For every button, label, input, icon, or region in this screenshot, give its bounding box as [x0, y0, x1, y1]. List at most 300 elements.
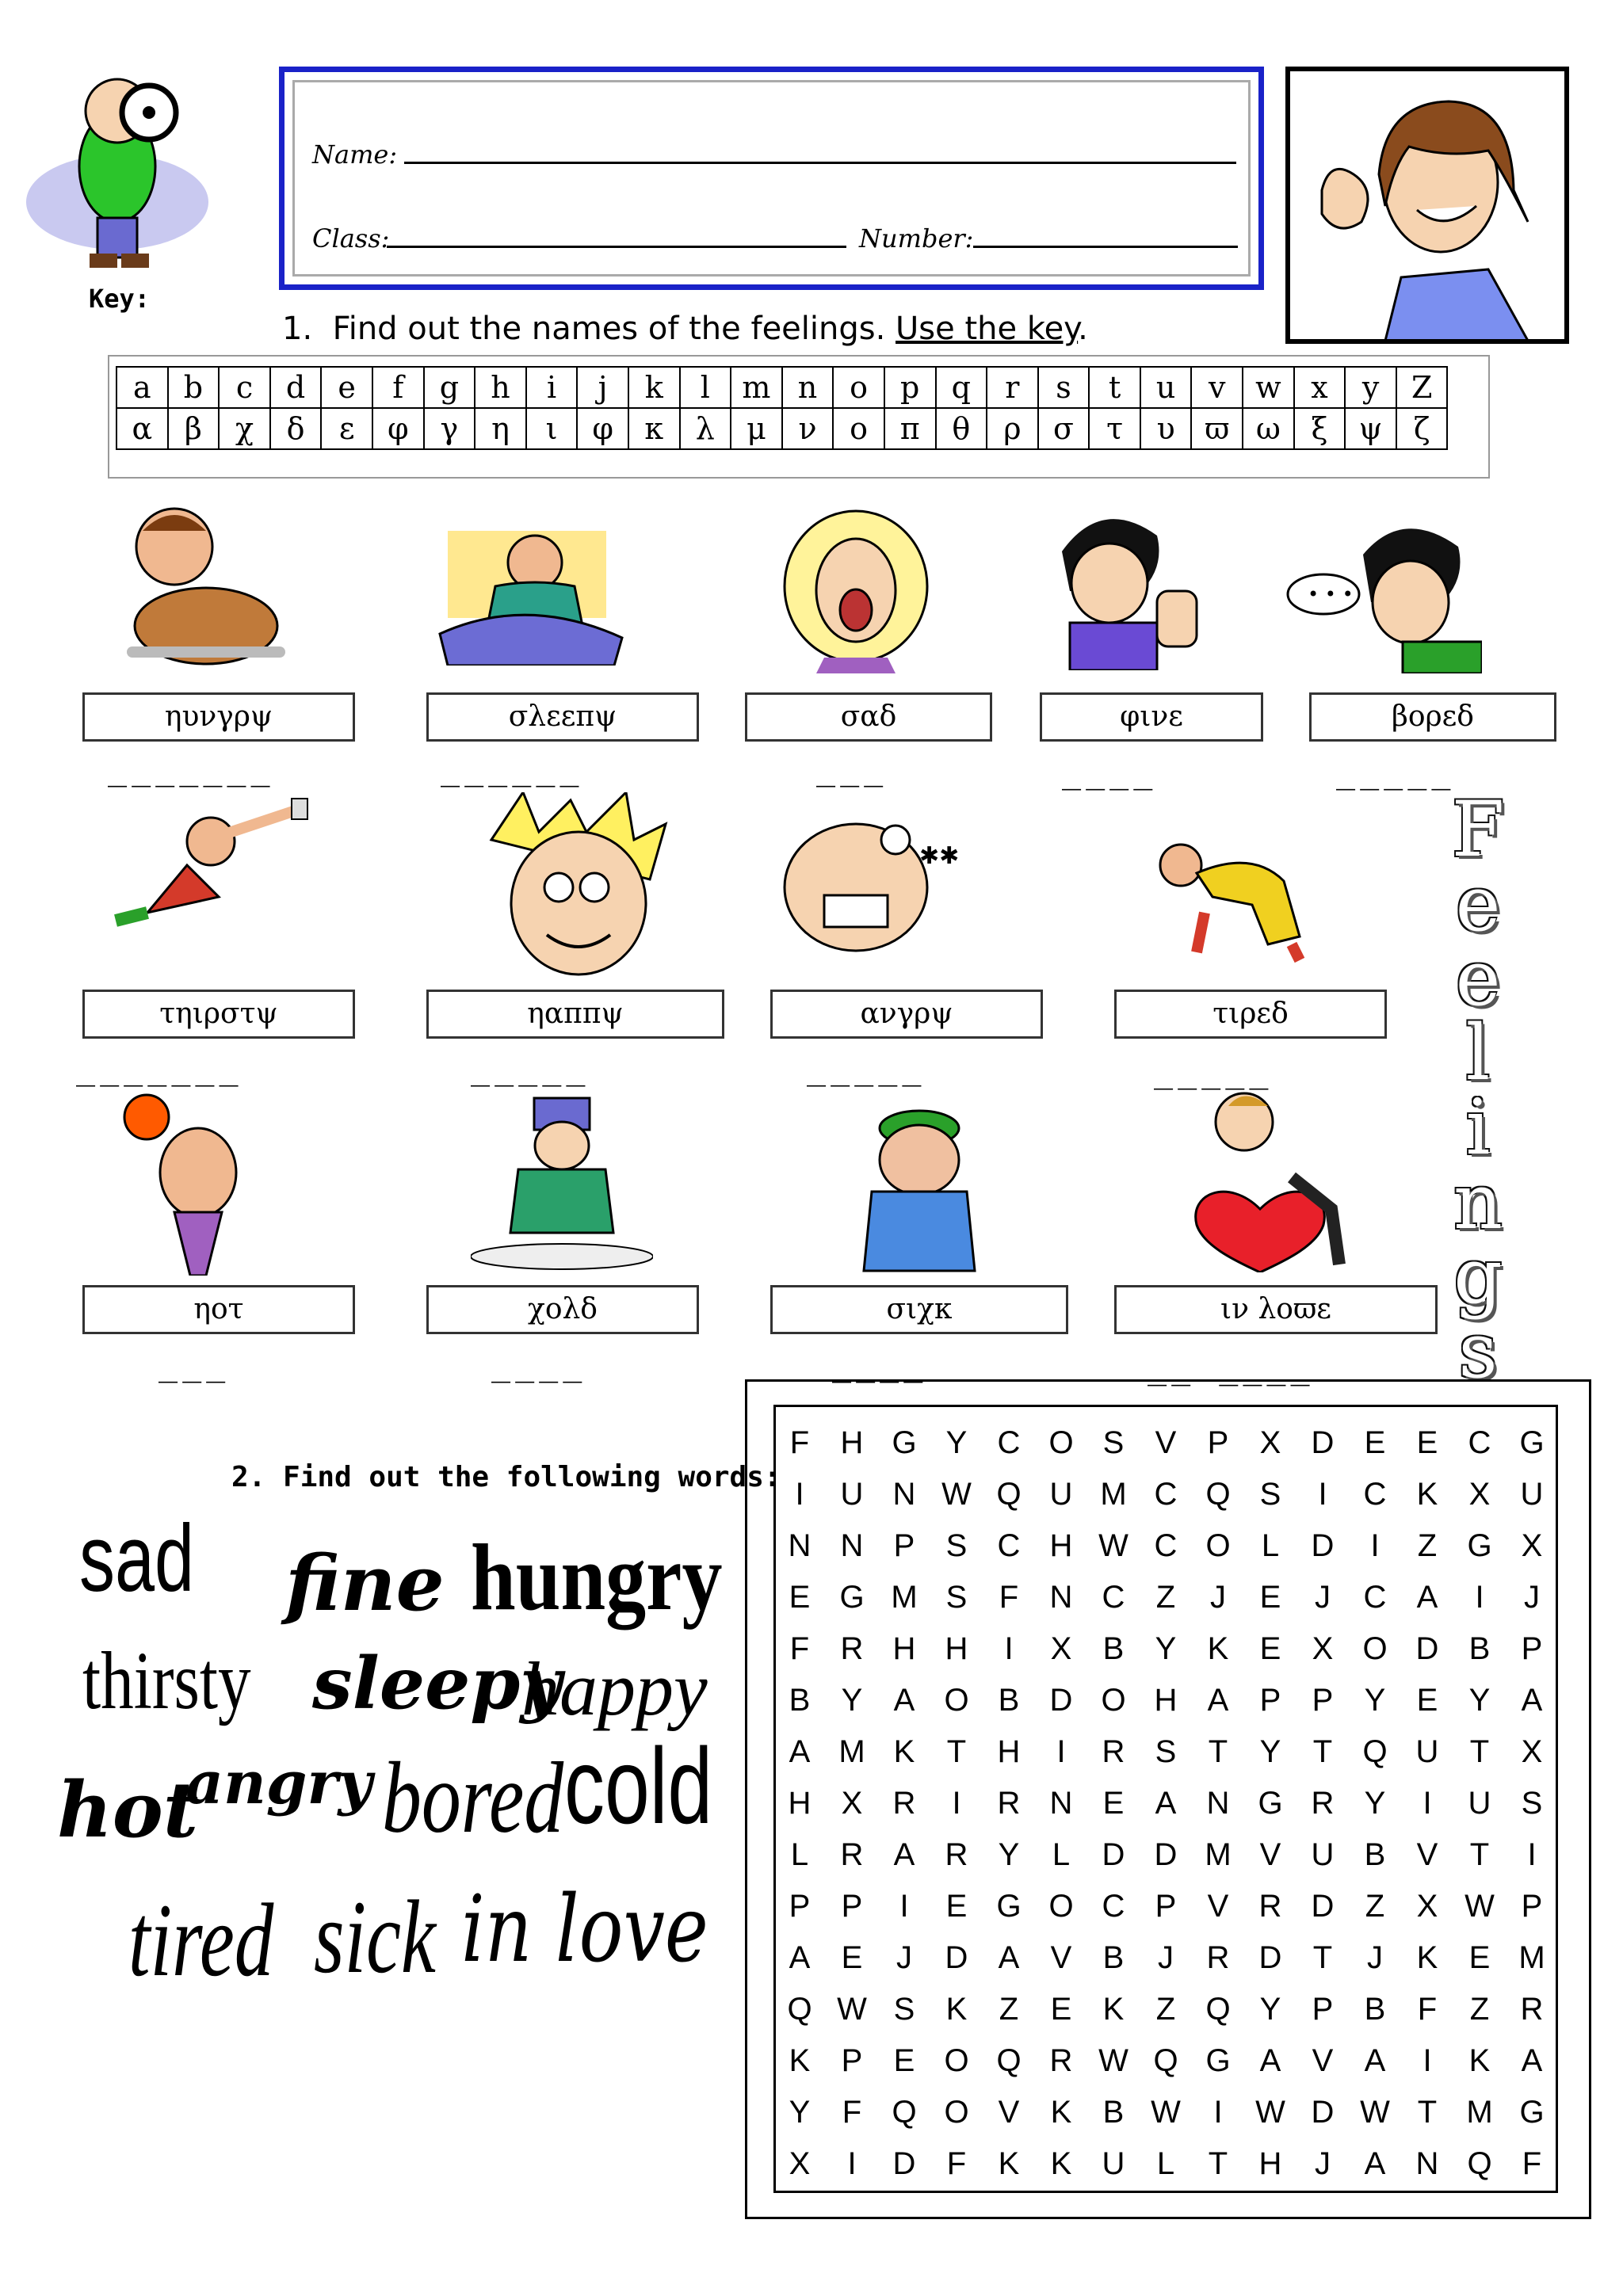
wordsearch-letter[interactable]: O — [1048, 1425, 1074, 1460]
wordsearch-letter[interactable]: J — [1210, 1580, 1226, 1615]
wordsearch-letter[interactable]: S — [1102, 1425, 1125, 1460]
wordsearch-letter[interactable]: N — [788, 1528, 812, 1563]
wordsearch-letter[interactable]: H — [892, 1631, 916, 1666]
wordsearch-letter[interactable]: T — [1312, 1940, 1333, 1975]
wordsearch-letter[interactable]: Z — [1155, 1580, 1176, 1615]
wordsearch-letter[interactable]: K — [789, 2043, 811, 2078]
wordsearch-letter[interactable]: I — [899, 1889, 909, 1924]
wordsearch-letter[interactable]: E — [1364, 1425, 1386, 1460]
key-latin-cell: v — [1191, 367, 1243, 408]
wordsearch-letter[interactable]: W — [1360, 2095, 1390, 2130]
wordsearch-letter[interactable]: E — [1416, 1425, 1438, 1460]
wordsearch-letter[interactable]: D — [1311, 1528, 1335, 1563]
wordsearch-letter[interactable]: K — [1050, 2146, 1072, 2181]
wordsearch-letter[interactable]: E — [1102, 1786, 1125, 1821]
wordsearch-letter[interactable]: I — [952, 1786, 961, 1821]
wordsearch-letter[interactable]: Q — [787, 1992, 812, 2027]
wordsearch-letter[interactable]: P — [1312, 1683, 1334, 1718]
wordsearch-letter[interactable]: T — [1312, 1734, 1333, 1769]
wordsearch-letter[interactable]: N — [840, 1528, 864, 1563]
wordsearch-letter[interactable]: Y — [1468, 1683, 1491, 1718]
wordsearch-letter[interactable]: C — [1102, 1580, 1125, 1615]
wordsearch-letter[interactable]: P — [1521, 1889, 1543, 1924]
coded-word-box: σιχκ — [770, 1285, 1068, 1334]
wordsearch-letter[interactable]: K — [998, 2146, 1020, 2181]
coded-word-box: τηιρστψ — [82, 990, 355, 1039]
wordsearch-letter[interactable]: I — [1423, 1786, 1432, 1821]
wordsearch-letter[interactable]: W — [1255, 2095, 1285, 2130]
wordsearch-letter[interactable]: F — [789, 1631, 810, 1666]
number-field[interactable] — [973, 246, 1238, 248]
key-latin-cell: d — [270, 367, 322, 408]
wordsearch-letter[interactable]: D — [1154, 1837, 1178, 1872]
wordsearch-letter[interactable]: P — [1312, 1992, 1334, 2027]
wordsearch-letter[interactable]: M — [1466, 2095, 1493, 2130]
wordsearch-letter[interactable]: H — [788, 1786, 812, 1821]
wordsearch-letter[interactable]: W — [941, 1477, 972, 1512]
wordsearch-letter[interactable]: C — [997, 1425, 1021, 1460]
wordsearch-letter[interactable]: N — [1206, 1786, 1230, 1821]
wordsearch-letter[interactable]: G — [1205, 2043, 1231, 2078]
wordsearch-letter[interactable]: M — [838, 1734, 865, 1769]
wordsearch-letter[interactable]: O — [944, 2095, 969, 2130]
wordsearch-letter[interactable]: S — [945, 1528, 968, 1563]
wordsearch-letter[interactable]: P — [1155, 1889, 1177, 1924]
wordsearch-letter[interactable]: B — [1102, 1940, 1125, 1975]
wordsearch-letter[interactable]: V — [998, 2095, 1020, 2130]
wordsearch-letter[interactable]: E — [1259, 1580, 1281, 1615]
wordsearch-letter[interactable]: Y — [841, 1683, 863, 1718]
key-greek-cell: λ — [680, 408, 731, 449]
key-greek-cell: φ — [372, 408, 424, 449]
wordsearch-letter[interactable]: P — [1207, 1425, 1229, 1460]
wordsearch-letter[interactable]: A — [1521, 1683, 1543, 1718]
wordsearch-letter[interactable]: A — [1364, 2146, 1386, 2181]
wordsearch-letter[interactable]: A — [789, 1940, 811, 1975]
coded-word-box: τιρεδ — [1114, 990, 1387, 1039]
answer-blank[interactable]: ___ — [158, 1347, 231, 1383]
wordsearch-letter[interactable]: J — [896, 1940, 912, 1975]
wordsearch-letter[interactable]: Q — [1467, 2146, 1492, 2181]
wordsearch-letter[interactable]: D — [1311, 2095, 1335, 2130]
wordsearch-letter[interactable]: G — [1519, 2095, 1545, 2130]
wordsearch-letter[interactable]: F — [1522, 2146, 1542, 2181]
wordsearch-letter[interactable]: F — [999, 1580, 1019, 1615]
wordsearch-letter[interactable]: T — [1417, 2095, 1438, 2130]
wordsearch-letter[interactable]: P — [841, 1889, 863, 1924]
wordsearch-letter[interactable]: L — [1261, 1528, 1280, 1563]
wordsearch-letter[interactable]: R — [1102, 1734, 1125, 1769]
wordsearch-letter[interactable]: H — [945, 1631, 968, 1666]
wordsearch-letter[interactable]: A — [1207, 1683, 1229, 1718]
wordsearch-letter[interactable]: E — [1468, 1940, 1491, 1975]
answer-blank[interactable]: ____ — [491, 1347, 587, 1383]
key-greek-cell: δ — [270, 408, 322, 449]
wordsearch-letter[interactable]: D — [1049, 1683, 1073, 1718]
key-latin-cell: y — [1345, 367, 1396, 408]
ok-gesture-girl-frame — [1285, 67, 1569, 344]
wordsearch-letter[interactable]: V — [1416, 1837, 1438, 1872]
wordsearch-letter[interactable]: D — [1415, 1631, 1439, 1666]
wordsearch-letter[interactable]: V — [1312, 2043, 1334, 2078]
wordsearch-letter[interactable]: Z — [1469, 1992, 1490, 2027]
key-latin-cell: u — [1140, 367, 1192, 408]
key-greek-cell: μ — [731, 408, 782, 449]
task1-instruction — [282, 311, 1088, 347]
wordsearch-letter[interactable]: A — [1155, 1786, 1177, 1821]
wordsearch-letter[interactable]: X — [841, 1786, 863, 1821]
wordsearch-letter[interactable]: D — [892, 2146, 916, 2181]
word-happy: happy — [521, 1646, 708, 1731]
wordsearch-letter[interactable]: L — [790, 1837, 809, 1872]
wordsearch-grid[interactable] — [773, 1417, 1558, 2190]
wordsearch-letter[interactable]: I — [847, 2146, 857, 2181]
wordsearch-letter[interactable]: R — [945, 1837, 968, 1872]
wordsearch-letter[interactable]: N — [1415, 2146, 1439, 2181]
wordsearch-letter[interactable]: O — [944, 2043, 969, 2078]
wordsearch-letter[interactable]: P — [893, 1528, 915, 1563]
wordsearch-letter[interactable]: V — [1207, 1889, 1229, 1924]
wordsearch-letter[interactable]: G — [1258, 1786, 1283, 1821]
wordsearch-letter[interactable]: F — [789, 1425, 810, 1460]
hot-sweating-man-icon — [111, 1093, 269, 1279]
answer-blank[interactable]: ____ — [1062, 754, 1158, 791]
wordsearch-letter[interactable]: W — [1465, 1889, 1495, 1924]
answer-blank[interactable]: _______ — [108, 751, 275, 788]
wordsearch-letter[interactable]: L — [1156, 2146, 1175, 2181]
word-hot: hot — [57, 1765, 199, 1855]
wordsearch-letter[interactable]: K — [1102, 1992, 1125, 2027]
latin-row — [116, 367, 1447, 408]
answer-blank[interactable]: __ ____ — [1148, 1350, 1315, 1386]
key-greek-cell: ζ — [1396, 408, 1448, 449]
wordsearch-letter[interactable]: C — [997, 1528, 1021, 1563]
wordsearch-letter[interactable]: G — [1519, 1425, 1545, 1460]
wordsearch-letter[interactable]: J — [1158, 1940, 1174, 1975]
wordsearch-letter[interactable]: R — [840, 1631, 864, 1666]
wordsearch-letter[interactable]: X — [1521, 1528, 1543, 1563]
wordsearch-letter[interactable]: Y — [1259, 1992, 1281, 2027]
wordsearch-letter[interactable]: H — [1154, 1683, 1178, 1718]
wordsearch-letter[interactable]: R — [1206, 1940, 1230, 1975]
wordsearch-letter[interactable]: U — [1311, 1837, 1335, 1872]
coded-word-box: σλεεπψ — [426, 692, 699, 742]
svg-text:✱✱: ✱✱ — [919, 842, 960, 870]
wordsearch-letter[interactable]: H — [1258, 2146, 1282, 2181]
wordsearch-letter[interactable]: R — [1258, 1889, 1282, 1924]
wordsearch-letter[interactable]: I — [1318, 1477, 1327, 1512]
wordsearch-letter[interactable]: A — [1259, 2043, 1281, 2078]
wordsearch-letter[interactable]: P — [1259, 1683, 1281, 1718]
wordsearch-letter[interactable]: Y — [945, 1425, 968, 1460]
class-field[interactable] — [387, 246, 846, 248]
student-info-box — [279, 67, 1264, 290]
key-latin-cell: x — [1294, 367, 1346, 408]
wordsearch-letter[interactable]: S — [945, 1580, 968, 1615]
wordsearch-letter[interactable]: Q — [996, 2043, 1022, 2078]
wordsearch-letter[interactable]: R — [892, 1786, 916, 1821]
wordsearch-letter[interactable]: I — [1213, 2095, 1223, 2130]
key-latin-cell: f — [372, 367, 424, 408]
wordsearch-letter[interactable]: I — [1527, 1837, 1537, 1872]
wordsearch-letter[interactable]: I — [1056, 1734, 1066, 1769]
wordsearch-letter[interactable]: W — [1098, 2043, 1128, 2078]
wordsearch-letter[interactable]: P — [841, 2043, 863, 2078]
key-latin-cell: Z — [1396, 367, 1448, 408]
wordsearch-letter[interactable]: K — [1468, 2043, 1491, 2078]
wordsearch-letter[interactable]: T — [1469, 1734, 1490, 1769]
wordsearch-letter[interactable]: B — [1364, 1992, 1386, 2027]
wordsearch-letter[interactable]: U — [1049, 1477, 1073, 1512]
wordsearch-letter[interactable]: V — [1155, 1425, 1177, 1460]
wordsearch-letter[interactable]: U — [1102, 2146, 1125, 2181]
name-field[interactable] — [404, 162, 1236, 164]
wordsearch-letter[interactable]: G — [1467, 1528, 1492, 1563]
word-fine: fine — [285, 1539, 445, 1628]
wordsearch-letter[interactable]: I — [1423, 2043, 1432, 2078]
wordsearch-letter[interactable]: X — [1050, 1631, 1072, 1666]
wordsearch-letter[interactable]: C — [1363, 1580, 1387, 1615]
key-greek-cell: ρ — [987, 408, 1038, 449]
wordsearch-letter[interactable]: Z — [1365, 1889, 1385, 1924]
wordsearch-letter[interactable]: K — [945, 1992, 968, 2027]
wordsearch-letter[interactable]: J — [1524, 1580, 1540, 1615]
wordsearch-letter[interactable]: Q — [1205, 1992, 1231, 2027]
wordsearch-letter[interactable]: E — [1050, 1992, 1072, 2027]
wordsearch-letter[interactable]: A — [789, 1734, 811, 1769]
wordsearch-letter[interactable]: F — [946, 2146, 967, 2181]
wordsearch-letter[interactable]: Z — [1417, 1528, 1438, 1563]
key-greek-cell: ε — [321, 408, 372, 449]
key-greek-cell: β — [168, 408, 220, 449]
number-label: Number: — [859, 223, 974, 254]
wordsearch-letter[interactable]: A — [1364, 2043, 1386, 2078]
wordsearch-letter[interactable]: C — [1154, 1477, 1178, 1512]
thumbs-up-boy-icon — [1038, 504, 1220, 673]
wordsearch-letter[interactable]: A — [1521, 2043, 1543, 2078]
wordsearch-letter[interactable]: H — [997, 1734, 1021, 1769]
wordsearch-letter[interactable]: D — [1258, 1940, 1282, 1975]
coded-word-box: σαδ — [745, 692, 992, 742]
answer-blank[interactable]: ______ — [441, 751, 584, 788]
wordsearch-letter[interactable]: O — [1101, 1683, 1126, 1718]
wordsearch-letter[interactable]: S — [1521, 1786, 1543, 1821]
wordsearch-letter[interactable]: E — [841, 1940, 863, 1975]
wordsearch-letter[interactable]: Y — [1259, 1734, 1281, 1769]
wordsearch-letter[interactable]: J — [1315, 2146, 1331, 2181]
wordsearch-letter[interactable]: J — [1367, 1940, 1383, 1975]
wordsearch-letter[interactable]: W — [1151, 2095, 1181, 2130]
feelings-vertical-title — [1434, 785, 1522, 1395]
wordsearch-letter[interactable]: E — [945, 1889, 968, 1924]
wordsearch-letter[interactable]: F — [842, 2095, 862, 2130]
key-greek-cell: υ — [1140, 408, 1192, 449]
word-thirsty: thirsty — [82, 1635, 251, 1726]
wordsearch-letter[interactable]: F — [1417, 1992, 1438, 2027]
wordsearch-letter[interactable]: G — [892, 1425, 917, 1460]
answer-blank[interactable]: ___ — [816, 751, 888, 788]
wordsearch-letter[interactable]: R — [1311, 1786, 1335, 1821]
wordsearch-letter[interactable]: E — [1416, 1683, 1438, 1718]
wordsearch-letter[interactable]: G — [996, 1889, 1022, 1924]
wordsearch-letter[interactable]: K — [1050, 2095, 1072, 2130]
sleepy-boy-in-bed-icon — [432, 507, 630, 669]
wordsearch-letter[interactable]: S — [1155, 1734, 1177, 1769]
answer-blank[interactable]: _____ — [1154, 1054, 1274, 1090]
wordsearch-letter[interactable]: B — [789, 1683, 811, 1718]
wordsearch-letter[interactable]: D — [1311, 1425, 1335, 1460]
wordsearch-letter[interactable]: O — [1362, 1631, 1388, 1666]
wordsearch-letter[interactable]: X — [1468, 1477, 1491, 1512]
sick-man-thermometer-icon — [840, 1097, 999, 1282]
key-greek-cell: π — [884, 408, 936, 449]
wordsearch-letter[interactable]: B — [1468, 1631, 1491, 1666]
wordsearch-letter[interactable]: A — [893, 1837, 915, 1872]
wordsearch-letter[interactable]: X — [1259, 1425, 1281, 1460]
wordsearch-letter[interactable]: B — [1364, 1837, 1386, 1872]
key-greek-cell: τ — [1089, 408, 1140, 449]
wordsearch-letter[interactable]: D — [945, 1940, 968, 1975]
wordsearch-letter[interactable]: B — [998, 1683, 1020, 1718]
wordsearch-letter[interactable]: M — [1518, 1940, 1545, 1975]
wordsearch-letter[interactable]: O — [944, 1683, 969, 1718]
key-latin-cell: e — [321, 367, 372, 408]
man-eating-turkey-icon — [111, 499, 293, 669]
cipher-key-table — [116, 366, 1448, 450]
wordsearch-letter[interactable]: O — [1048, 1889, 1074, 1924]
wordsearch-letter[interactable]: K — [1207, 1631, 1229, 1666]
wordsearch-letter[interactable]: A — [998, 1940, 1020, 1975]
wordsearch-letter[interactable]: Q — [1362, 1734, 1388, 1769]
key-label: Key: — [89, 284, 151, 314]
answer-blank[interactable]: _____ — [807, 1051, 926, 1087]
wordsearch-letter[interactable]: S — [1259, 1477, 1281, 1512]
wordsearch-letter[interactable]: X — [1312, 1631, 1334, 1666]
wordsearch-letter[interactable]: I — [795, 1477, 804, 1512]
task1-key-link: Use the key — [896, 311, 1079, 347]
wordsearch-letter[interactable]: U — [840, 1477, 864, 1512]
wordsearch-letter[interactable]: Z — [1155, 1992, 1176, 2027]
wordsearch-letter[interactable]: R — [840, 1837, 864, 1872]
wordsearch-letter[interactable]: R — [1049, 2043, 1073, 2078]
wordsearch-letter[interactable]: Y — [998, 1837, 1020, 1872]
wordsearch-letter[interactable]: T — [1469, 1837, 1490, 1872]
key-latin-cell: w — [1243, 367, 1294, 408]
wordsearch-letter[interactable]: N — [1049, 1580, 1073, 1615]
wordsearch-letter[interactable]: E — [1259, 1631, 1281, 1666]
answer-blank[interactable]: _______ — [76, 1051, 243, 1087]
wordsearch-letter[interactable]: X — [1521, 1734, 1543, 1769]
wordsearch-letter[interactable]: Y — [1364, 1786, 1386, 1821]
bored-boy-icon — [1284, 507, 1482, 677]
wordsearch-letter[interactable]: Q — [1153, 2043, 1178, 2078]
wordsearch-letter[interactable]: Z — [999, 1992, 1019, 2027]
wordsearch-letter[interactable]: U — [1415, 1734, 1439, 1769]
wordsearch-letter[interactable]: K — [1416, 1940, 1438, 1975]
answer-blank[interactable]: ____ — [832, 1347, 928, 1383]
wordsearch-letter[interactable]: C — [1102, 1889, 1125, 1924]
wordsearch-letter[interactable]: E — [893, 2043, 915, 2078]
wordsearch-letter[interactable]: L — [1052, 1837, 1071, 1872]
wordsearch-letter[interactable]: T — [1208, 1734, 1228, 1769]
wordsearch-letter[interactable]: D — [1311, 1889, 1335, 1924]
key-greek-cell: ο — [833, 408, 884, 449]
wordsearch-letter[interactable]: S — [893, 1992, 915, 2027]
task1-text: Find out the names of the feelings. — [332, 311, 886, 347]
wordsearch-letter[interactable]: W — [837, 1992, 867, 2027]
wordsearch-letter[interactable]: E — [789, 1580, 811, 1615]
wordsearch-letter[interactable]: Q — [996, 1477, 1022, 1512]
wordsearch-letter[interactable]: O — [1205, 1528, 1231, 1563]
wordsearch-letter[interactable]: A — [893, 1683, 915, 1718]
wordsearch-letter[interactable]: H — [1049, 1528, 1073, 1563]
wordsearch-letter[interactable]: H — [840, 1425, 864, 1460]
wordsearch-letter[interactable]: W — [1098, 1528, 1128, 1563]
wordsearch-letter[interactable]: M — [1100, 1477, 1127, 1512]
wordsearch-letter[interactable]: N — [892, 1477, 916, 1512]
wordsearch-letter[interactable]: B — [1102, 1631, 1125, 1666]
wordsearch-letter[interactable]: T — [946, 1734, 967, 1769]
wordsearch-letter[interactable]: C — [1363, 1477, 1387, 1512]
word-hungry: hungry — [471, 1524, 723, 1630]
wordsearch-letter[interactable]: C — [1468, 1425, 1491, 1460]
wordsearch-letter[interactable]: I — [1475, 1580, 1484, 1615]
answer-blank[interactable]: _____ — [471, 1051, 590, 1087]
wordsearch-letter[interactable]: U — [1520, 1477, 1544, 1512]
cold-freezing-man-icon — [471, 1090, 653, 1276]
wordsearch-letter[interactable]: T — [1208, 2146, 1228, 2181]
wordsearch-letter[interactable]: Q — [892, 2095, 917, 2130]
feelings-title-letter: l — [1465, 1009, 1491, 1097]
wordsearch-letter[interactable]: V — [1050, 1940, 1072, 1975]
wordsearch-letter[interactable]: R — [1520, 1992, 1544, 2027]
wordsearch-letter[interactable]: M — [891, 1580, 918, 1615]
crying-girl-icon — [777, 499, 935, 677]
key-greek-cell: σ — [1038, 408, 1090, 449]
wordsearch-letter[interactable]: Y — [789, 2095, 811, 2130]
wordsearch-letter[interactable]: I — [1370, 1528, 1380, 1563]
wordsearch-letter[interactable]: M — [1205, 1837, 1232, 1872]
wordsearch-letter[interactable]: I — [1004, 1631, 1014, 1666]
wordsearch-letter[interactable]: X — [789, 2146, 811, 2181]
key-greek-cell: θ — [936, 408, 987, 449]
wordsearch-letter[interactable]: Y — [1155, 1631, 1177, 1666]
wordsearch-letter[interactable]: V — [1259, 1837, 1281, 1872]
wordsearch-letter[interactable]: K — [893, 1734, 915, 1769]
wordsearch-letter[interactable]: X — [1416, 1889, 1438, 1924]
wordsearch-letter[interactable]: C — [1154, 1528, 1178, 1563]
wordsearch-letter[interactable]: N — [1049, 1786, 1073, 1821]
wordsearch-letter[interactable]: Q — [1205, 1477, 1231, 1512]
wordsearch-letter[interactable]: R — [997, 1786, 1021, 1821]
angry-man-icon — [777, 800, 967, 978]
answer-blank[interactable]: _____ — [1336, 754, 1456, 791]
wordsearch-letter[interactable]: G — [839, 1580, 865, 1615]
coded-word-box: ανγρψ — [770, 990, 1043, 1039]
wordsearch-letter[interactable]: P — [1521, 1631, 1543, 1666]
wordsearch-letter[interactable]: B — [1102, 2095, 1125, 2130]
wordsearch-letter[interactable]: Y — [1364, 1683, 1386, 1718]
key-latin-cell: r — [987, 367, 1038, 408]
coded-word-box: χολδ — [426, 1285, 699, 1334]
wordsearch-letter[interactable]: P — [789, 1889, 811, 1924]
wordsearch-letter[interactable]: A — [1416, 1580, 1438, 1615]
wordsearch-letter[interactable]: J — [1315, 1580, 1331, 1615]
wordsearch-letter[interactable]: U — [1468, 1786, 1491, 1821]
key-latin-cell: t — [1089, 367, 1140, 408]
wordsearch-letter[interactable]: D — [1102, 1837, 1125, 1872]
wordsearch-letter[interactable]: K — [1416, 1477, 1438, 1512]
